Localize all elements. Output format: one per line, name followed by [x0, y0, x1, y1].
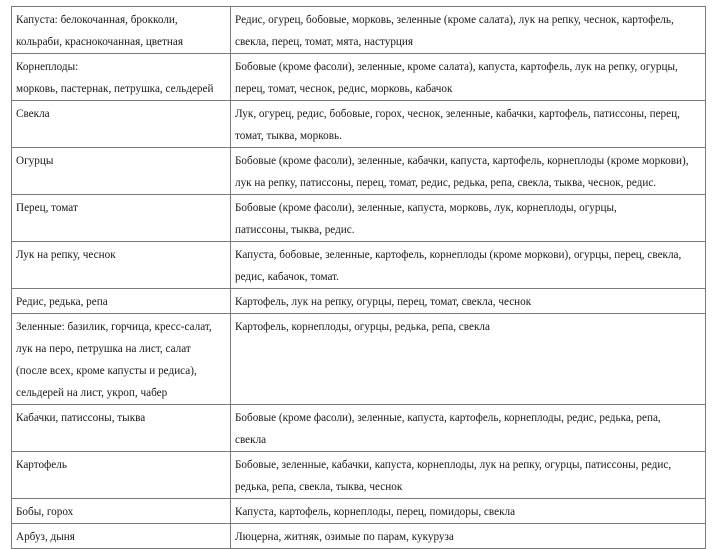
document-page [11, 6, 705, 549]
crop-cell: Картофель [12, 452, 231, 499]
table-row [12, 524, 706, 549]
table-row [12, 54, 706, 101]
table-row [12, 242, 706, 289]
companions-cell: Бобовые (кроме фасоли), зеленные, капуста, картофель, корнеплоды, редис, редька, репа, свекла [231, 405, 706, 452]
table-row [12, 289, 706, 314]
crop-cell: Корнеплоды: морковь, пастернак, петрушка, сельдерей [12, 54, 231, 101]
table-row [12, 405, 706, 452]
companions-cell: Лук, огурец, редис, бобовые, горох, чеснок, зеленные, кабачки, картофель, патиссоны, перец, томат, тыква, морковь. [231, 101, 706, 148]
table-row [12, 195, 706, 242]
crop-cell: Капуста: белокочанная, брокколи, кольраби, краснокочанная, цветная [12, 7, 231, 54]
companions-cell: Бобовые (кроме фасоли), зеленные, капуста, морковь, лук, корнеплоды, огурцы, патиссоны, тыква, редис. [231, 195, 706, 242]
crop-cell: Кабачки, патиссоны, тыква [12, 405, 231, 452]
companions-cell: Картофель, лук на репку, огурцы, перец, томат, свекла, чеснок [231, 289, 706, 314]
crop-cell: Огурцы [12, 148, 231, 195]
table-row [12, 148, 706, 195]
companions-cell: Бобовые, зеленные, кабачки, капуста, корнеплоды, лук на репку, огурцы, патиссоны, редис, редька, репа, свекла, тыква, чеснок [231, 452, 706, 499]
table-body [12, 7, 706, 549]
companions-cell: Бобовые (кроме фасоли), зеленные, кроме салата), капуста, картофель, лук на репку, огурцы, перец, томат, чеснок, редис, морковь, кабачок [231, 54, 706, 101]
crop-cell: Бобы, горох [12, 499, 231, 524]
table-row [12, 314, 706, 405]
crop-cell: Лук на репку, чеснок [12, 242, 231, 289]
companions-cell: Бобовые (кроме фасоли), зеленные, кабачки, капуста, картофель, корнеплоды (кроме моркови), лук на репку, патиссоны, перец, томат, редис, редька, репа, свекла, тыква, чеснок, редис. [231, 148, 706, 195]
table-row [12, 452, 706, 499]
crop-cell: Свекла [12, 101, 231, 148]
crop-cell: Арбуз, дыня [12, 524, 231, 549]
table-row [12, 7, 706, 54]
crop-cell: Зеленные: базилик, горчица, кресс-салат, лук на перо, петрушка на лист, салат (после всех, кроме капусты и редиса), сельдерей на лист, укроп, чабер [12, 314, 231, 405]
companions-cell: Редис, огурец, бобовые, морковь, зеленные (кроме салата), лук на репку, чеснок, картофель, свекла, перец, томат, мята, настурция [231, 7, 706, 54]
companions-cell: Люцерна, житняк, озимые по парам, кукуруза [231, 524, 706, 549]
table-row [12, 101, 706, 148]
companions-cell: Капуста, бобовые, зеленные, картофель, корнеплоды (кроме моркови), огурцы, перец, свекла, редис, кабачок, томат. [231, 242, 706, 289]
companions-cell: Капуста, картофель, корнеплоды, перец, помидоры, свекла [231, 499, 706, 524]
crop-rotation-table [11, 6, 706, 549]
companions-cell: Картофель, корнеплоды, огурцы, редька, репа, свекла [231, 314, 706, 405]
table-row [12, 499, 706, 524]
crop-cell: Перец, томат [12, 195, 231, 242]
crop-cell: Редис, редька, репа [12, 289, 231, 314]
